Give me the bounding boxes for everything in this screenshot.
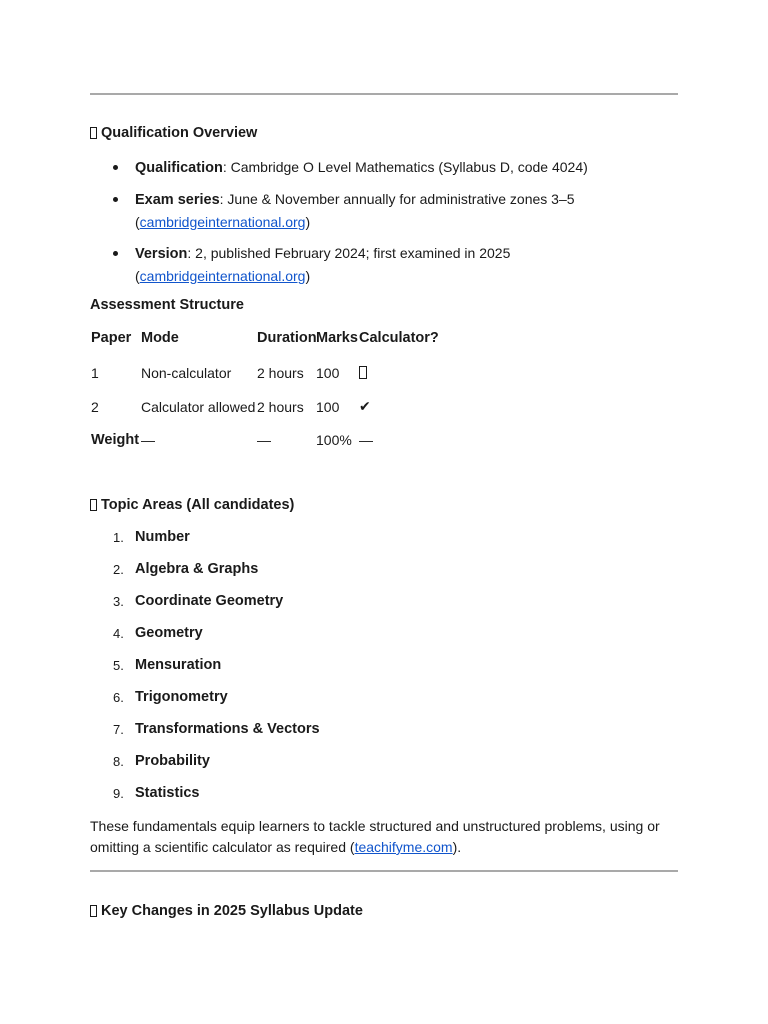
list-item: 1. Number (113, 529, 190, 545)
table-cell: 100% (316, 432, 352, 448)
table-header-mode: Mode (141, 330, 179, 346)
table-cell: — (257, 432, 271, 448)
emoji-placeholder-icon (90, 127, 97, 139)
list-item-qualification (135, 156, 675, 179)
list-item: 4. Geometry (113, 625, 203, 641)
list-item-version: Version: 2, published February 2024; first examined in 2025 (cambridgeinternational.org) (135, 242, 675, 287)
bullet-text: : 2, published February 2024; first examined in 2025 (187, 245, 511, 261)
source-link[interactable]: teachifyme.com (354, 839, 453, 855)
bullet-suffix: ) (305, 214, 311, 230)
checkmark-icon: ✔ (359, 398, 371, 414)
bullet-label: Version (135, 246, 188, 262)
list-item: 9. Statistics (113, 785, 200, 801)
bullet-icon (113, 165, 118, 170)
table-cell: 2 hours (257, 399, 304, 415)
bullet-text: : June & November annually for administrative zones 3–5 (219, 191, 575, 207)
table-cell: 100 (316, 399, 340, 415)
assessment-heading (90, 297, 244, 313)
bullet-text: : Cambridge O Level Mathematics (Syllabus D, code 4024) (222, 159, 588, 175)
table-cell: 2 (91, 399, 99, 415)
emoji-placeholder-icon (90, 499, 97, 511)
bullet-icon (113, 251, 118, 256)
list-item: 5. Mensuration (113, 657, 222, 673)
table-header-calculator: Calculator? (359, 330, 439, 346)
table-header-marks: Marks (316, 330, 358, 346)
assessment-title: Assessment Structure (90, 297, 244, 313)
list-item: 8. Probability (113, 753, 210, 769)
paragraph-end: ). (452, 839, 462, 855)
topics-paragraph (90, 816, 670, 858)
cross-placeholder-icon (359, 366, 371, 382)
table-cell: Non-calculator (141, 365, 232, 381)
bullet-suffix: ) (305, 268, 311, 284)
changes-heading (90, 903, 363, 919)
table-cell: Calculator allowed (141, 399, 256, 415)
emoji-placeholder-icon (90, 905, 97, 917)
table-cell: 100 (316, 365, 340, 381)
table-cell: — (141, 432, 155, 448)
table-cell: 2 hours (257, 365, 304, 381)
topics-title: Topic Areas (All candidates) (101, 497, 295, 513)
source-link[interactable]: cambridgeinternational.org (139, 214, 306, 230)
bullet-icon (113, 197, 118, 202)
list-item: 3. Coordinate Geometry (113, 593, 284, 609)
table-cell: — (359, 432, 373, 448)
list-item: 2. Algebra & Graphs (113, 561, 259, 577)
list-item: 6. Trigonometry (113, 689, 228, 705)
changes-title: Key Changes in 2025 Syllabus Update (101, 903, 363, 919)
section-divider (90, 870, 678, 872)
overview-heading (90, 125, 257, 141)
table-cell-weight: Weight (91, 432, 140, 448)
table-cell: 1 (91, 365, 99, 381)
paragraph-text: These fundamentals equip learners to tackle structured and unstructured problems, using or omitting a scientific calculator as required ( (90, 818, 660, 855)
overview-title: Qualification Overview (101, 125, 258, 141)
table-header-paper: Paper (91, 330, 132, 346)
table-header-duration: Duration (257, 330, 317, 346)
topics-heading (90, 497, 294, 513)
bullet-label: Qualification (135, 160, 223, 176)
list-item: 7. Transformations & Vectors (113, 721, 320, 737)
source-link[interactable]: cambridgeinternational.org (139, 268, 306, 284)
top-divider (90, 93, 678, 95)
list-item-exam-series: Exam series: June & November annually for administrative zones 3–5 (cambridgeinternational.org) (135, 188, 675, 233)
bullet-label: Exam series (135, 192, 220, 208)
